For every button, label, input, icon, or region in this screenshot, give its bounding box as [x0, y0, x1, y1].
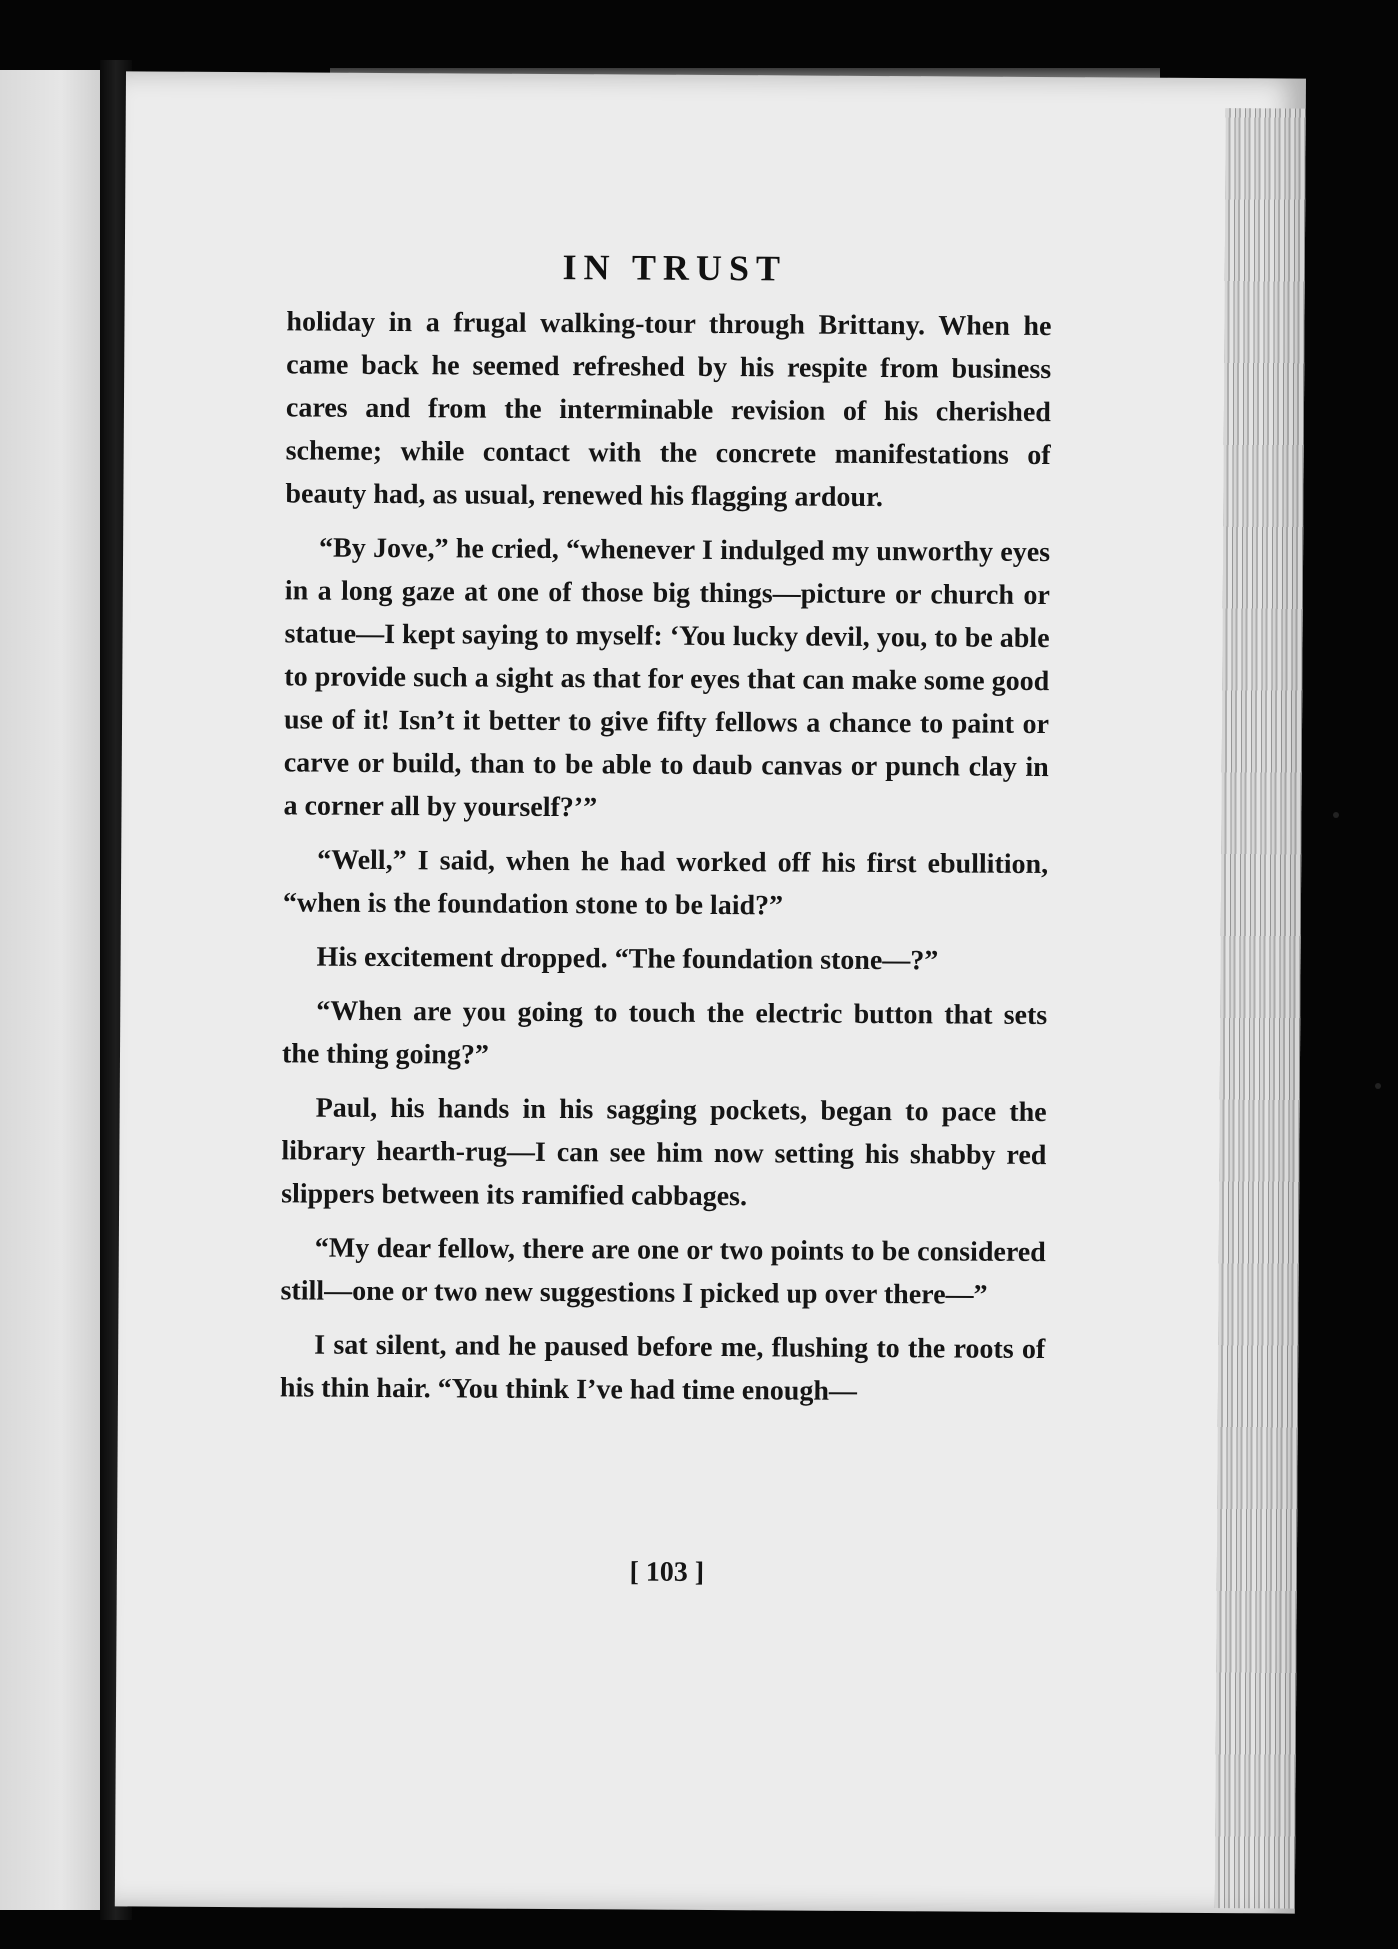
paragraph: “By Jove,” he cried, “whenever I indulged my unworthy eyes in a long gaze at one of those big things—picture or church or statue—I kept saying to myself: ‘You lucky devil, you, to be able to provide such a sight as that for eyes that can make some good use of it! Isn’t it better to give fifty fellows a chance to paint or carve or build, than to be able to daub canvas or punch clay in a corner all by yourself?’”	[283, 532, 1051, 824]
paragraph: “My dear fellow, there are one or two points to be considered still—one or two new suggestions I picked up over there—”	[280, 1232, 1046, 1311]
paragraph: “Well,” I said, when he had worked off his first ebullition, “when is the foundation stone to be laid?”	[282, 844, 1049, 922]
facing-page-edge	[0, 70, 102, 1910]
page-fore-edge	[1215, 108, 1306, 1908]
running-head: IN TRUST	[562, 247, 788, 289]
paragraph: “When are you going to touch the electric button that sets the thing going?”	[281, 995, 1048, 1071]
scan-speck	[1375, 1083, 1381, 1089]
scan-speck	[1333, 812, 1339, 818]
paragraph: Paul, his hands in his sagging pockets, began to pace the library hearth-rug—I can see him now setting his shabby red slippers between its ramified cabbages.	[281, 1092, 1047, 1213]
paragraph: His excitement dropped. “The foundation stone—?”	[316, 941, 939, 977]
paragraph: I sat silent, and he paused before me, flushing to the roots of his thin hair. “You think I’ve had time enough—	[279, 1329, 1046, 1407]
paragraph: holiday in a frugal walking-tour through Brittany. When he came back he seemed refreshed by his respite from business cares and from the interminable revision of his cherished scheme; while contact with the concrete manifestations of beauty had, as usual, renewed his flagging ardour.	[285, 306, 1052, 514]
page-number: [ 103 ]	[629, 1556, 705, 1588]
book-page	[115, 71, 1306, 1913]
body-text	[280, 300, 1052, 1425]
